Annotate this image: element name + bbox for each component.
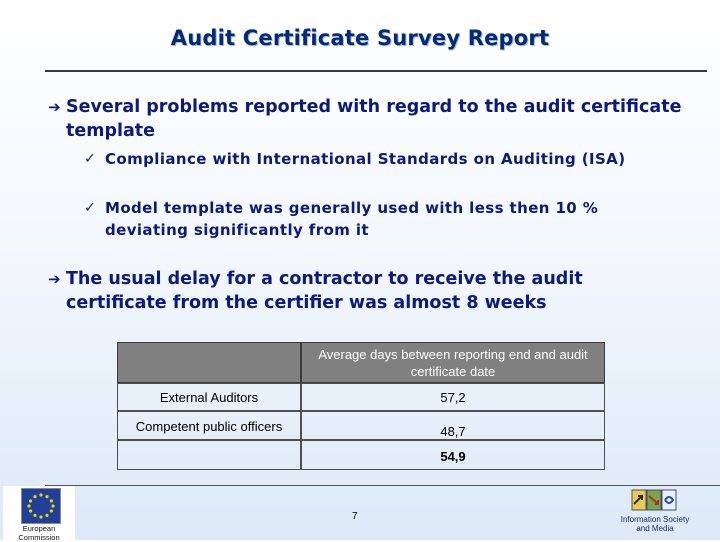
footer-divider-right	[605, 485, 720, 486]
delay-table	[117, 342, 605, 470]
table-row-value: 57,2	[301, 383, 605, 411]
bullet-1	[48, 95, 688, 143]
information-society-icon	[620, 488, 690, 514]
table-row-value: 48,7	[301, 411, 605, 440]
footer-divider	[45, 485, 605, 486]
sub-bullet-1	[84, 148, 684, 170]
table-header-empty-cell	[117, 342, 301, 383]
bullet-1-text: Several problems reported with regard to the audit certificate template	[66, 97, 682, 141]
sub-bullet-2-text: Model template was generally used with less then 10 % deviating significantly from it	[105, 199, 599, 239]
information-society-media-logo	[620, 488, 690, 538]
bullet-2	[48, 267, 688, 315]
check-bullet-icon: ✓	[84, 151, 97, 167]
eu-flag-icon	[21, 488, 61, 524]
slide-title: Audit Certificate Survey Report	[170, 26, 550, 50]
sub-bullet-2	[84, 197, 684, 241]
arrow-bullet-icon: ➔	[48, 270, 61, 288]
page-number: 7	[352, 511, 358, 522]
bullet-2-text: The usual delay for a contractor to receive the audit certificate from the certifier was almost 8 weeks	[66, 269, 583, 313]
table-row-label: External Auditors	[117, 383, 301, 411]
table-row-label: Competent public officers	[117, 411, 301, 440]
arrow-bullet-icon: ➔	[48, 98, 61, 116]
table-row-label	[117, 440, 301, 470]
title-divider	[45, 70, 707, 72]
european-commission-logo-text: European Commission	[18, 524, 60, 542]
sub-bullet-1-text: Compliance with International Standards on Auditing (ISA)	[105, 150, 626, 168]
check-bullet-icon: ✓	[84, 200, 97, 216]
table-header-cell: Average days between reporting end and audit certificate date	[301, 342, 605, 383]
table-total-value: 54,9	[301, 440, 605, 470]
european-commission-logo	[3, 486, 75, 540]
information-society-media-logo-text: Information Society and Media	[620, 515, 690, 533]
